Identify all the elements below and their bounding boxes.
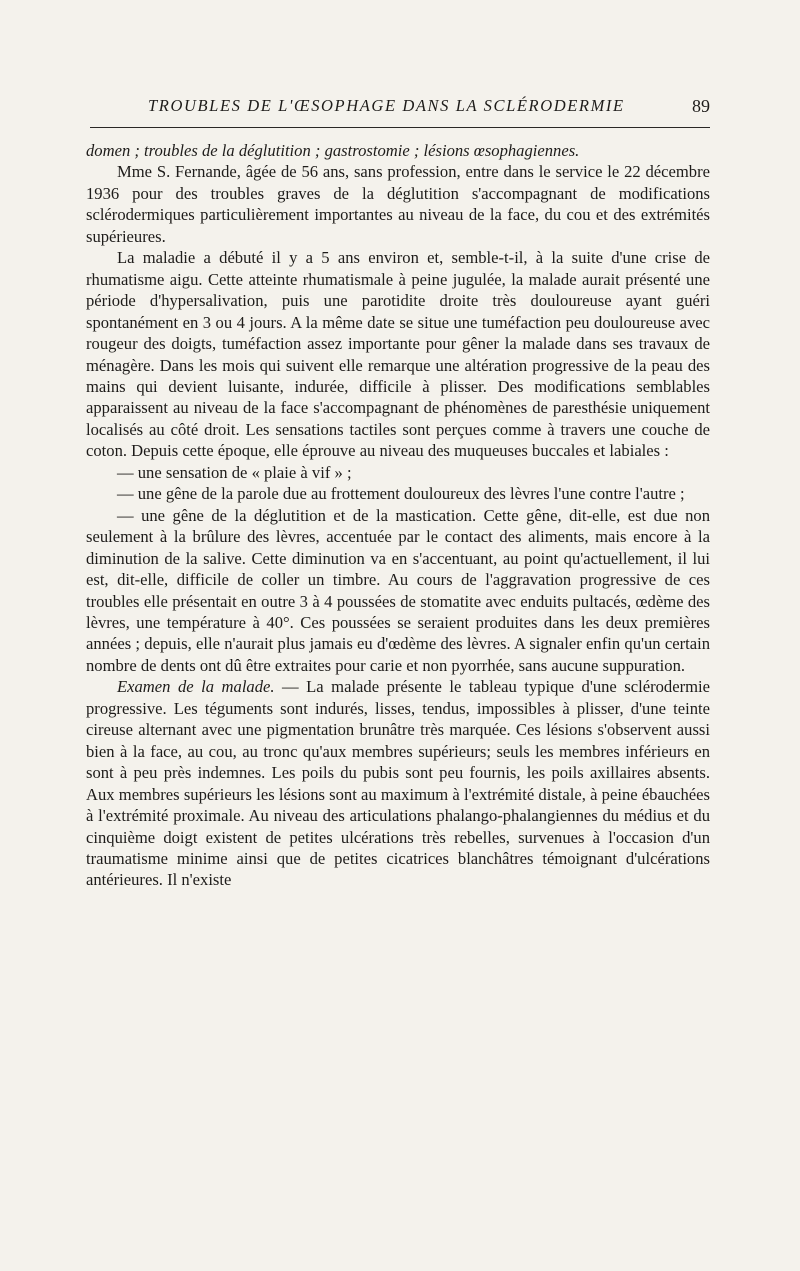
paragraph-examination [86, 676, 710, 891]
page-number: 89 [692, 96, 710, 116]
list-item-sensation: — une sensation de « plaie à vif » ; [117, 462, 352, 482]
header-rule [90, 127, 710, 128]
paragraph-patient-intro: Mme S. Fernande, âgée de 56 ans, sans profession, entre dans le service le 22 décembre 1936 pour des troubles graves de la déglutition s'accompagnant de modifications sclérodermiques particulièrement importantes au niveau de la face, du cou et des extrémités supérieures. [86, 162, 710, 246]
examination-text: — La malade présente le tableau typique d'une sclérodermie progressive. Les téguments sont indurés, lisses, tendus, impossibles à plisser, d'une teinte cireuse alternant avec une pigmentation brunâtre très marquée. Ces lésions s'observent aussi bien à la face, au cou, au tronc qu'aux membres supérieurs; seuls les membres inférieurs en sont à peu près indemnes. Les poils du pubis sont peu fournis, les poils axillaires absents. Aux membres supérieurs les lésions sont au maximum à l'extrémité distale, à peine ébauchées à l'extrémité proximale. Au niveau des articulations phalango-phalangiennes du médius et du cinquième doigt existent de petites ulcérations très rebelles, survenues à l'occasion d'un traumatisme minime ainsi que de petites cicatrices blanchâtres témoignant d'ulcérations antérieures. Il n'existe [86, 677, 710, 890]
body-text [86, 140, 710, 891]
page-header [90, 90, 710, 120]
paragraph-disease-history: La maladie a débuté il y a 5 ans environ et, semble-t-il, à la suite d'une crise de rhumatisme aigu. Cette atteinte rhumatismale à peine jugulée, la malade aurait présenté une période d'hypersalivation, puis une parotidite droite très douloureuse ayant guéri spontanément en 3 ou 4 jours. A la même date se situe une tuméfaction peu douloureuse avec rougeur des doigts, tuméfaction assez importante pour gêner la malade dans ses travaux de ménagère. Dans les mois qui suivent elle remarque une altération progressive de la peau des mains qui devient luisante, indurée, difficile à plisser. Des modifications semblables apparaissent au niveau de la face s'accompagnant de phénomènes de paresthésie uniquement localisés au côté droit. Les sensations tactiles sont perçues comme à travers une couche de coton. Depuis cette époque, elle éprouve au niveau des muqueuses buccales et labiales : [86, 248, 710, 461]
running-title: TROUBLES DE L'ŒSOPHAGE DANS LA SCLÉRODERMIE [148, 96, 625, 115]
section-heading: Examen de la malade. [117, 677, 275, 697]
list-item-speech: — une gêne de la parole due au frottement douloureux des lèvres l'une contre l'autre ; [117, 484, 685, 504]
paragraph-continuation: domen ; troubles de la déglutition ; gastrostomie ; lésions œsophagiennes. [86, 141, 580, 160]
list-item-swallowing: — une gêne de la déglutition et de la mastication. Cette gêne, dit-elle, est due non seulement à la brûlure des lèvres, accentuée par le contact des aliments, mais encore à la diminution de la salive. Cette diminution va en s'accentuant, au point qu'actuellement, il lui est, dit-elle, difficile de coller un timbre. Au cours de l'aggravation progressive de ces troubles elle présentait en outre 3 à 4 poussées de stomatite avec enduits pultacés, œdème des lèvres, une température à 40°. Ces poussées se seraient produites dans les deux premières années ; depuis, elle n'aurait plus jamais eu d'œdème des lèvres. A signaler enfin qu'un certain nombre de dents ont dû être extraites pour carie et non pyorrhée, sans aucune suppuration. [86, 505, 710, 675]
